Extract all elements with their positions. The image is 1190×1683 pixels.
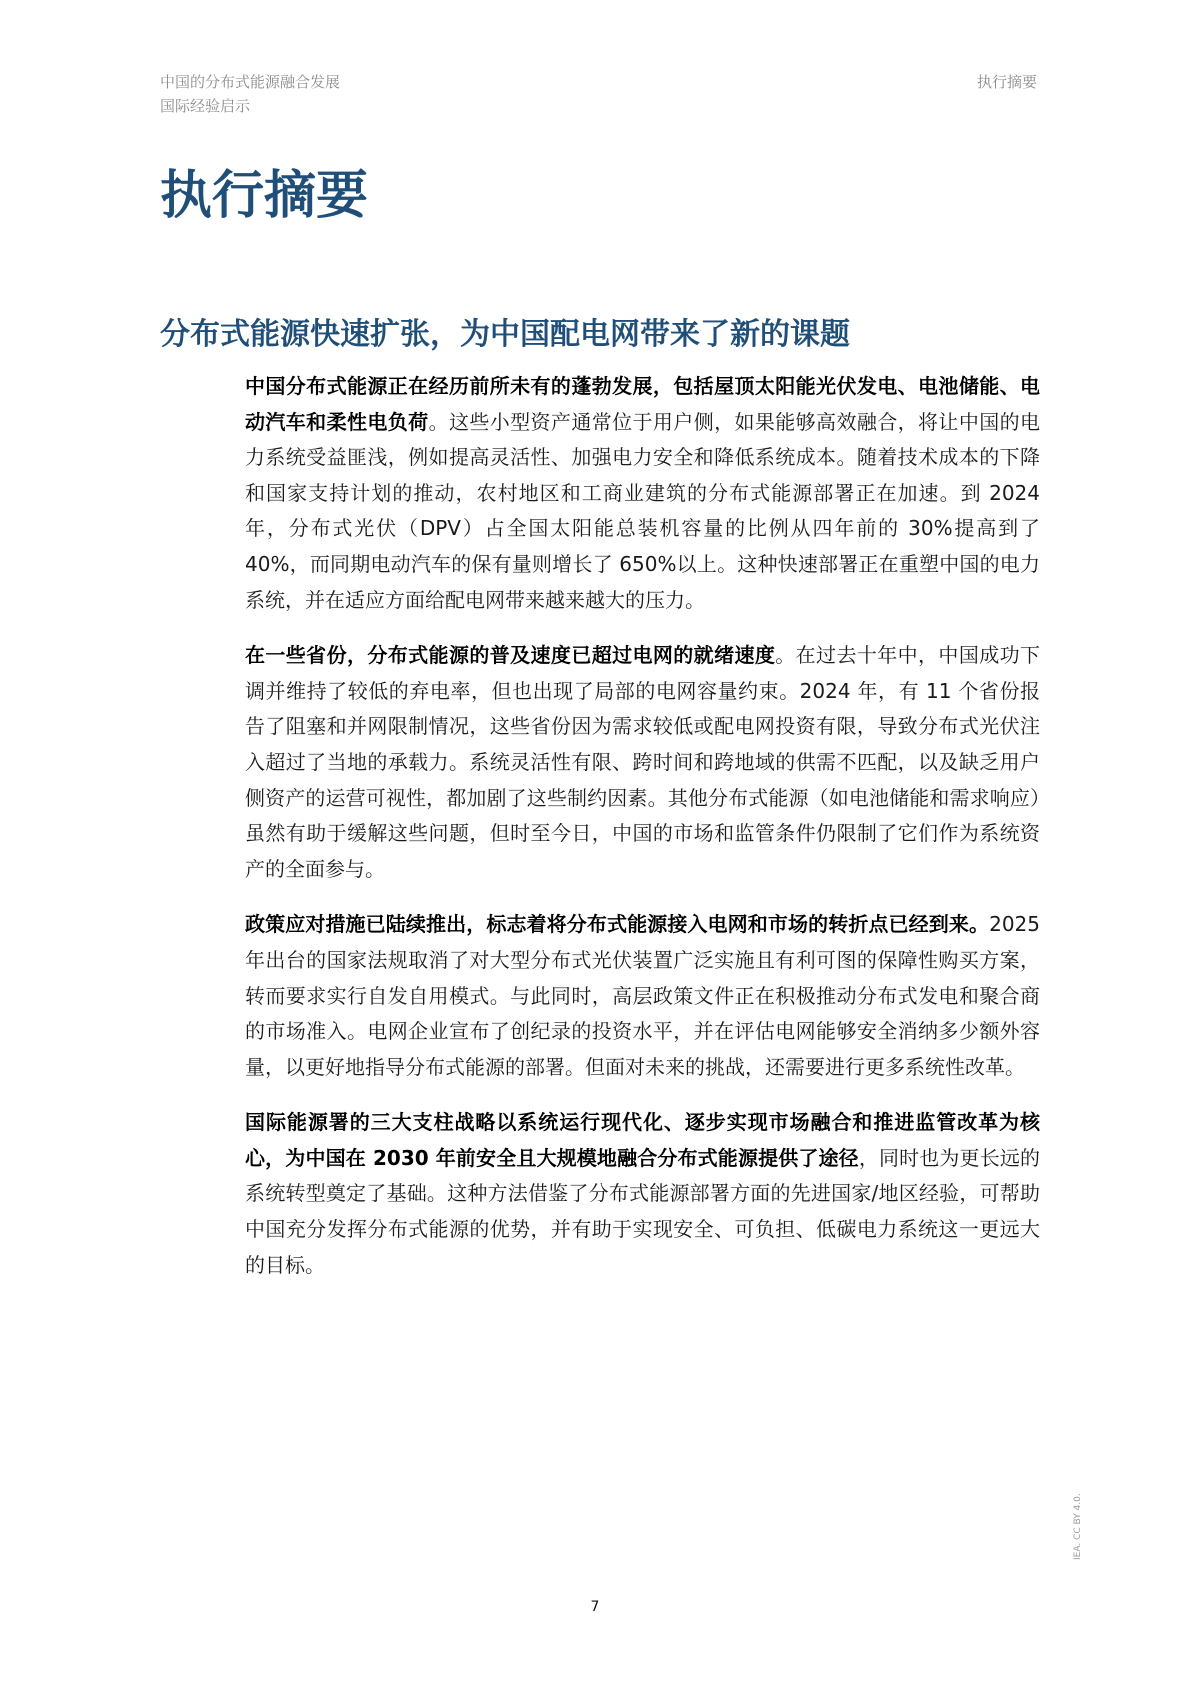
running-header-left [160, 70, 340, 118]
paragraph-text: 。在过去十年中，中国成功下调并维持了较低的弃电率，但也出现了局部的电网容量约束。2024 年，有 11 个省份报告了阻塞和并网限制情况，这些省份因为需求较低或配电网投资有限，导致分布式光伏注入超过了当地的承载力。系统灵活性有限、跨时间和跨地域的供需不匹配，以及缺乏用户侧资产的运营可视性，都加剧了这些制约因素。其他分布式能源（如电池储能和需求响应）虽然有助于缓解这些问题，但时至今日，中国的市场和监管条件仍限制了它们作为系统资产的全面参与。 [245, 643, 1041, 881]
paragraph-lead: 在一些省份，分布式能源的普及速度已超过电网的就绪速度 [245, 643, 776, 668]
report-subtitle: 国际经验启示 [160, 97, 251, 115]
license-notice: IEA. CC BY 4.0. [1073, 1493, 1083, 1560]
paragraph-text: 2025 年出台的国家法规取消了对大型分布式光伏装置广泛实施且有利可图的保障性购买方案，转而要求实行自发自用模式。与此同时，高层政策文件正在积极推动分布式发电和聚合商的市场准入。电网企业宣布了创纪录的投资水平，并在评估电网能够安全消纳多少额外容量，以更好地指导分布式能源的部署。但面对未来的挑战，还需要进行更多系统性改革。 [245, 912, 1040, 1079]
paragraph-4 [245, 1105, 1040, 1283]
paragraph-2 [245, 638, 1040, 887]
page-title: 执行摘要 [160, 166, 369, 226]
section-heading: 分布式能源快速扩张，为中国配电网带来了新的课题 [160, 317, 850, 352]
paragraph-text: 。这些小型资产通常位于用户侧，如果能够高效融合，将让中国的电力系统受益匪浅，例如提高灵活性、加强电力安全和降低系统成本。随着技术成本的下降和国家支持计划的推动，农村地区和工商业建筑的分布式能源部署正在加速。到 2024 年，分布式光伏（DPV）占全国太阳能总装机容量的比例从四年前的 30%提高到了 40%，而同期电动汽车的保有量则增长了 650%以上。这种快速部署正在重塑中国的电力系统，并在适应方面给配电网带来越来越大的压力。 [245, 409, 1041, 612]
paragraph-lead: 中国分布式能源正在经历前所未有的蓬勃发展，包括屋顶太阳能光伏发电、电池储能、电动汽车和柔性电负荷 [245, 374, 1040, 434]
paragraph-3 [245, 907, 1040, 1085]
paragraph-text: ，同时也为更长远的系统转型奠定了基础。这种方法借鉴了分布式能源部署方面的先进国家/地区经验，可帮助中国充分发挥分布式能源的优势，并有助于实现安全、可负担、低碳电力系统这一更远大的目标。 [245, 1145, 1040, 1277]
paragraph-1 [245, 369, 1040, 618]
running-header-section: 执行摘要 [976, 73, 1037, 91]
paragraph-lead: 国际能源署的三大支柱战略以系统运行现代化、逐步实现市场融合和推进监管改革为核心，为中国在 2030 年前安全且大规模地融合分布式能源提供了途径 [245, 1110, 1040, 1170]
body-text [245, 369, 1040, 1303]
page-number: 7 [590, 1599, 600, 1615]
paragraph-lead: 政策应对措施已陆续推出，标志着将分布式能源接入电网和市场的转折点已经到来。 [245, 912, 990, 937]
report-title: 中国的分布式能源融合发展 [160, 73, 341, 91]
